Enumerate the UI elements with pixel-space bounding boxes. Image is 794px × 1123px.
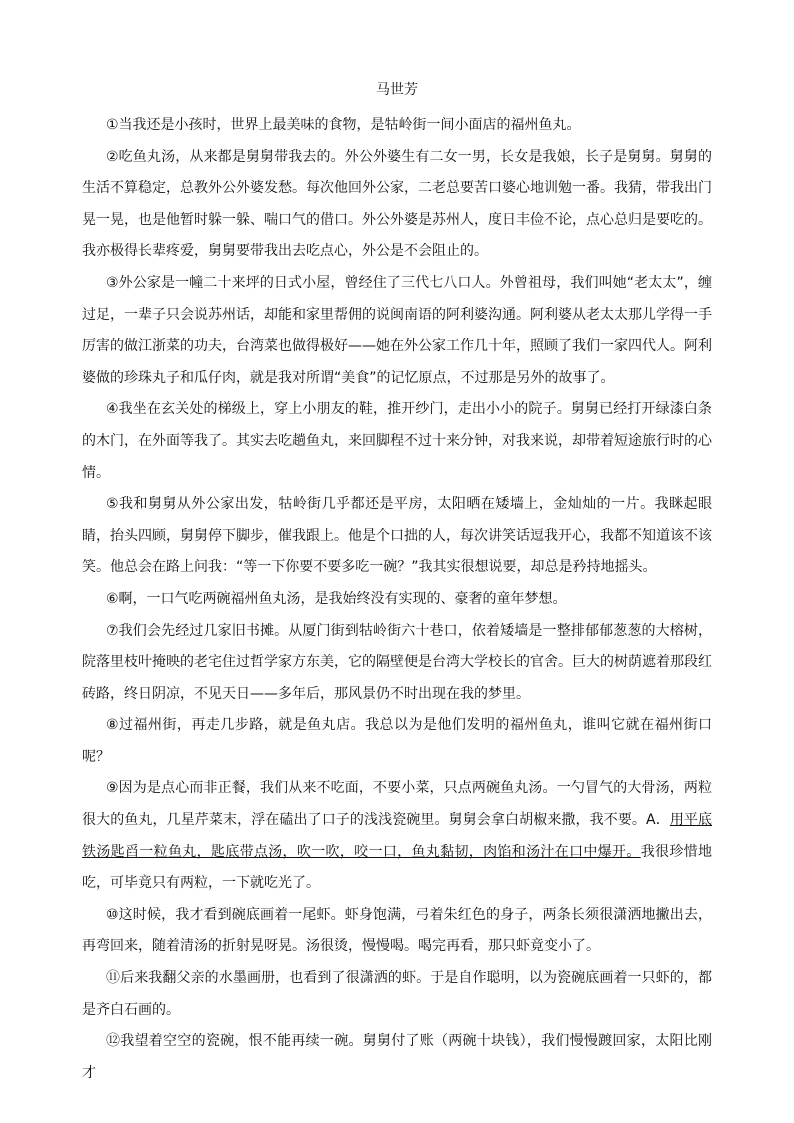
paragraph-10: ⑩这时候，我才看到碗底画着一尾虾。虾身饱满，弓着朱红色的身子，两条长须很潇洒地撇出去，再弯回来，随着清汤的折射晃呀晃。汤很烫，慢慢喝。喝完再看，那只虾竟变小了。 bbox=[82, 906, 712, 955]
underlined-sentence: 用平底铁汤匙舀一粒鱼丸，匙底带点汤，吹一吹，咬一口，鱼丸黏韧，肉馅和汤汁在口中爆开。 bbox=[82, 812, 713, 860]
paragraph-1: ①当我还是小孩时，世界上最美味的食物，是牯岭街一间小面店的福州鱼丸。 bbox=[106, 117, 581, 133]
paragraph-9-tail: 我很珍惜地吃，可毕竟只有两粒，一下就吃光了。 bbox=[82, 843, 713, 892]
paragraph-3: ③外公家是一幢二十来坪的日式小屋，曾经住了三代七八口人。外曾祖母，我们叫她“老太太”，缠过足，一辈子只会说苏州话，却能和家里帮佣的说闽南语的阿利婆沟通。阿利婆从老太太那儿学得一手厉害的做江浙菜的功夫，台湾菜也做得极好——她在外公家工作几十年，照顾了我们一家四代人。阿利婆做的珍珠丸子和瓜仔肉，就是我对所谓“美食”的记忆原点，不过那是另外的故事了。 bbox=[82, 274, 712, 386]
paragraph-12: ⑫我望着空空的瓷碗，恨不能再续一碗。舅舅付了账（两碗十块钱），我们慢慢踱回家，太阳比刚才 bbox=[82, 1033, 712, 1081]
paragraph-8: ⑧过福州街，再走几步路，就是鱼丸店。我总以为是他们发明的福州鱼丸，谁叫它就在福州街口呢？ bbox=[82, 717, 712, 765]
paragraph-2: ②吃鱼丸汤，从来都是舅舅带我去的。外公外婆生有二女一男，长女是我娘，长子是舅舅。舅舅的生活不算稳定，总教外公外婆发愁。每次他回外公家，二老总要苦口婆心地训勉一番。我猜，带我出门晃一晃，也是他暂时躲一躲、喘口气的借口。外公外婆是苏州人，度日丰俭不论，点心总归是要吃的。我亦极得长辈疼爱，舅舅要带我出去吃点心，外公是不会阻止的。 bbox=[82, 148, 712, 260]
article-body bbox=[82, 110, 712, 1089]
paragraph-9-text: ⑨因为是点心而非正餐，我们从来不吃面，不要小菜，只点两碗鱼丸汤。一勺冒气的大骨汤，两粒很大的鱼丸，几星芹菜末，浮在磕出了口子的浅浅瓷碗里。舅舅会拿白胡椒来撒，我不要。 bbox=[82, 780, 712, 829]
paragraph-11: ⑪后来我翻父亲的水墨画册，也看到了很潇洒的虾。于是自作聪明，以为瓷碗底画着一只虾的，都是齐白石画的。 bbox=[82, 970, 712, 1018]
question-marker-a: A． bbox=[646, 812, 670, 829]
paragraph-4: ④我坐在玄关处的梯级上，穿上小朋友的鞋，推开纱门，走出小小的院子。舅舅已经打开绿漆白条的木门，在外面等我了。其实去吃趟鱼丸，来回脚程不过十来分钟，对我来说，却带着短途旅行时的心情。 bbox=[82, 401, 712, 481]
paragraph-5: ⑤我和舅舅从外公家出发，牯岭街几乎都还是平房，太阳晒在矮墙上，金灿灿的一片。我眯起眼睛，抬头四顾，舅舅停下脚步，催我跟上。他是个口拙的人，每次讲笑话逗我开心，我都不知道该不该笑。他总会在路上问我：“等一下你要不要多吃一碗？”我其实很想说要，却总是矜持地摇头。 bbox=[82, 496, 712, 576]
paragraph-7: ⑦我们会先经过几家旧书摊。从厦门街到牯岭街六十巷口，依着矮墙是一整排郁郁葱葱的大榕树，院落里枝叶掩映的老宅住过哲学家方东美，它的隔壁便是台湾大学校长的官舍。巨大的树荫遮着那段红砖路，终日阴凉，不见天日——多年后，那风景仍不时出现在我的梦里。 bbox=[82, 622, 712, 702]
page-title: 马世芳 bbox=[376, 82, 418, 98]
paragraph-9 bbox=[82, 773, 712, 899]
paragraph-6: ⑥啊，一口气吃两碗福州鱼丸汤，是我始终没有实现的、豪奢的童年梦想。 bbox=[106, 590, 567, 607]
